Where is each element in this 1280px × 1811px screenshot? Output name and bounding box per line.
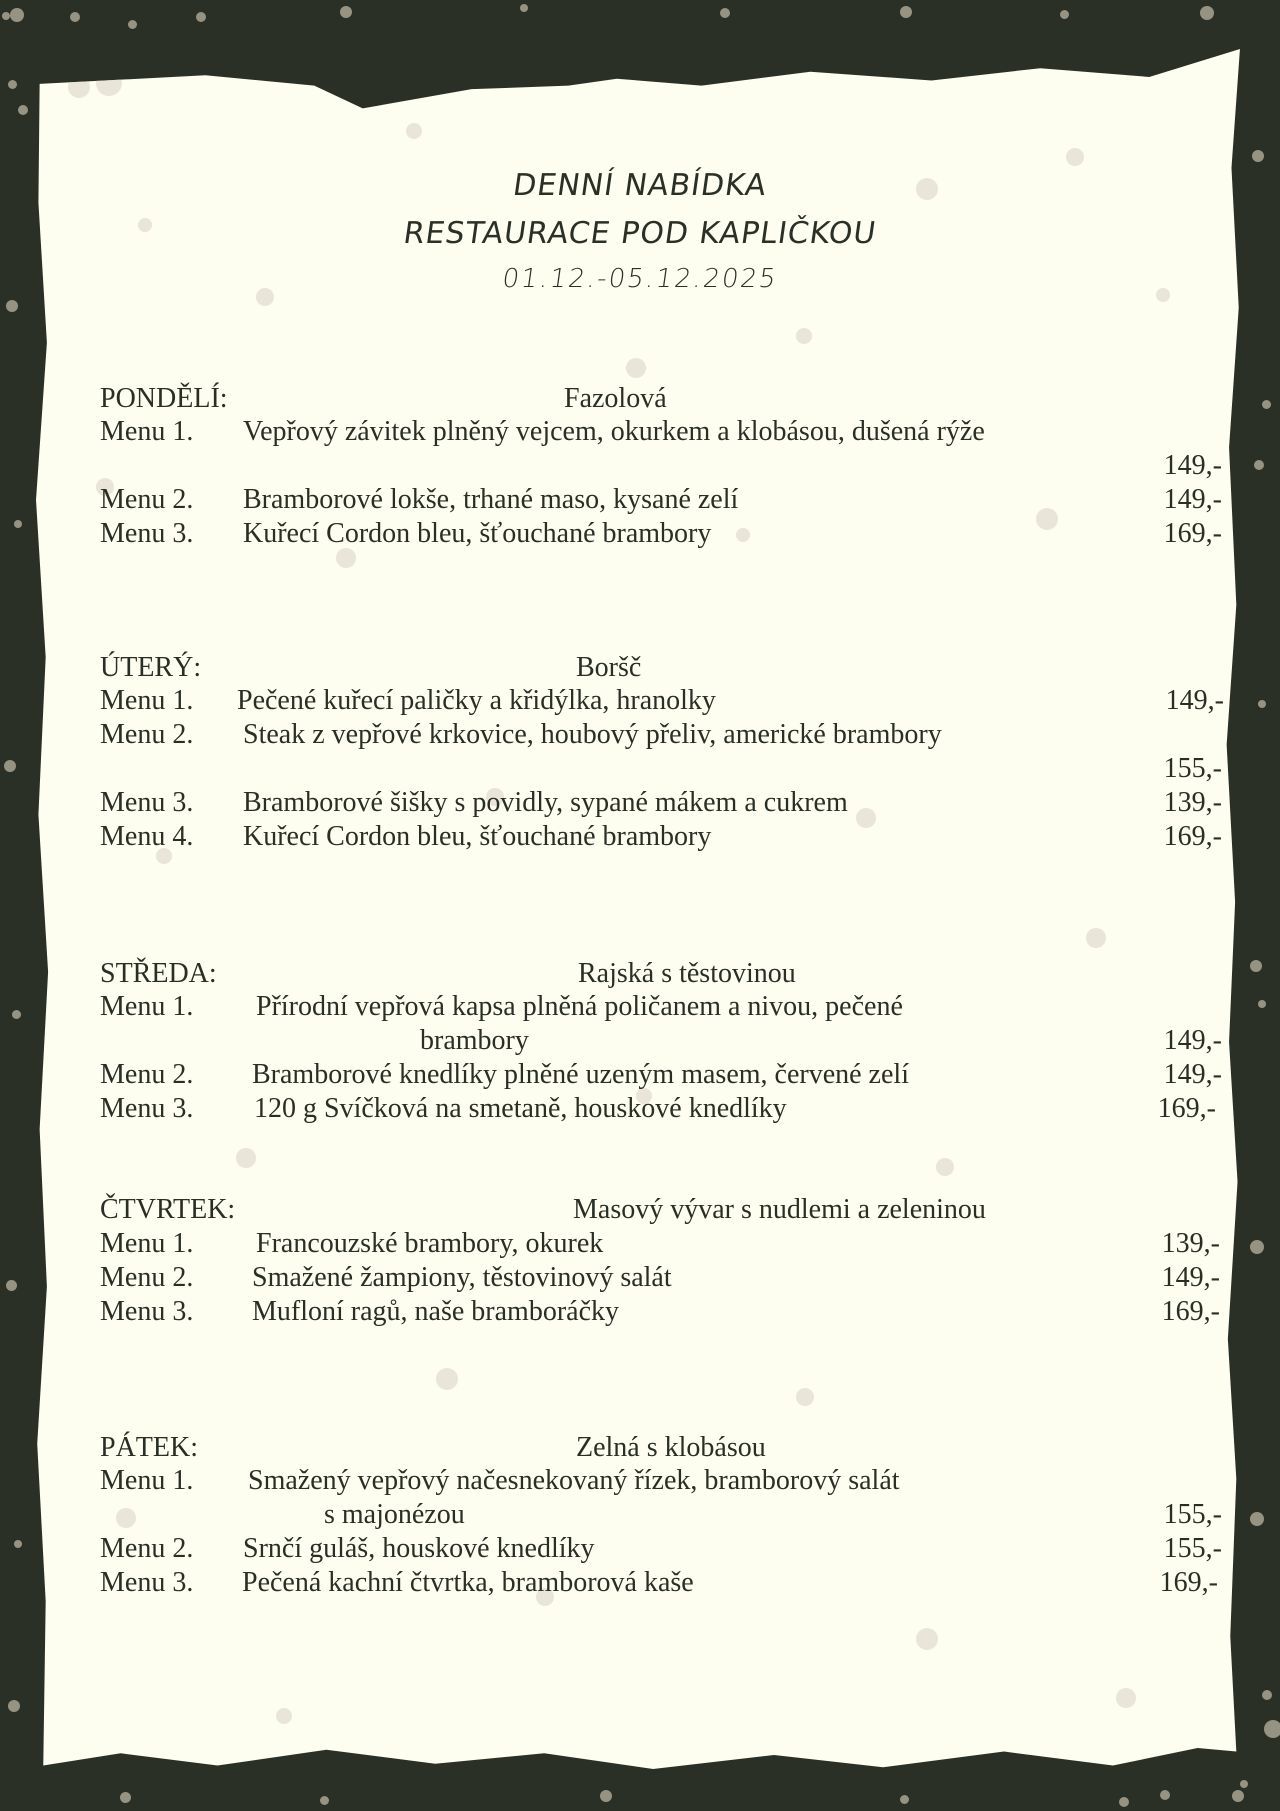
- day-label: STŘEDA:: [100, 958, 217, 989]
- decor-dot: [1250, 960, 1262, 972]
- menu-dish-continued: s majonézou: [324, 1499, 465, 1530]
- menu-dish: Bramborové šišky s povidly, sypané mákem a cukrem: [243, 787, 848, 818]
- decor-dot: [436, 1368, 458, 1390]
- soup-name: Zelná s klobásou: [576, 1432, 766, 1463]
- menu-label: Menu 2.: [100, 484, 194, 515]
- menu-label: Menu 3.: [100, 1093, 194, 1124]
- menu-price: 149,-: [1165, 685, 1224, 716]
- decor-dot: [320, 1796, 329, 1805]
- decor-dot: [8, 1700, 20, 1712]
- menu-price: 169,-: [1163, 821, 1222, 852]
- decor-dot: [1160, 1790, 1170, 1800]
- decor-dot: [1240, 1780, 1248, 1788]
- decor-dot: [796, 328, 812, 344]
- menu-price: 149,-: [1163, 1025, 1222, 1056]
- decor-dot: [1086, 928, 1106, 948]
- page-title: DENNÍ NABÍDKA: [510, 168, 770, 203]
- decor-dot: [14, 1540, 22, 1548]
- decor-dot: [1066, 148, 1084, 166]
- menu-dish: Kuřecí Cordon bleu, šťouchané brambory: [243, 821, 712, 852]
- soup-name: Boršč: [576, 652, 642, 683]
- decor-dot: [236, 1148, 256, 1168]
- decor-dot: [68, 76, 90, 98]
- menu-label: Menu 3.: [100, 1567, 194, 1598]
- menu-price: 139,-: [1161, 1228, 1220, 1259]
- menu-label: Menu 3.: [100, 787, 194, 818]
- menu-label: Menu 3.: [100, 518, 194, 549]
- decor-dot: [8, 80, 17, 89]
- decor-dot: [6, 1280, 17, 1291]
- menu-dish: Bramborové knedlíky plněné uzeným masem, červené zelí: [252, 1059, 909, 1090]
- menu-dish: Pečené kuřecí paličky a křidýlka, hranolky: [237, 685, 716, 716]
- decor-dot: [1119, 1797, 1129, 1807]
- soup-name: Fazolová: [564, 383, 667, 414]
- decor-dot: [10, 8, 24, 22]
- decor-dot: [900, 1795, 909, 1804]
- decor-dot: [600, 1790, 612, 1802]
- decor-dot: [4, 760, 16, 772]
- decor-dot: [276, 1708, 292, 1724]
- decor-dot: [1258, 700, 1266, 708]
- menu-label: Menu 2.: [100, 1533, 194, 1564]
- decor-dot: [1200, 6, 1214, 20]
- menu-price: 139,-: [1163, 787, 1222, 818]
- menu-label: Menu 4.: [100, 821, 194, 852]
- menu-label: Menu 2.: [100, 1262, 194, 1293]
- decor-dot: [120, 1792, 131, 1803]
- decor-dot: [14, 520, 22, 528]
- menu-dish: Smažený vepřový načesnekovaný řízek, bramborový salát: [248, 1465, 900, 1496]
- menu-dish: Vepřový závitek plněný vejcem, okurkem a klobásou, dušená rýže: [243, 416, 985, 447]
- decor-dot: [1258, 1000, 1266, 1008]
- decor-dot: [12, 1010, 21, 1019]
- menu-price: 149,-: [1163, 450, 1222, 481]
- date-range: 01.12.-05.12.2025: [500, 264, 780, 294]
- day-label: PONDĚLÍ:: [100, 383, 228, 414]
- decor-dot: [340, 6, 352, 18]
- menu-dish: Francouzské brambory, okurek: [256, 1228, 604, 1259]
- decor-dot: [1232, 1790, 1244, 1802]
- menu-price: 149,-: [1161, 1262, 1220, 1293]
- decor-dot: [1252, 150, 1264, 162]
- soup-name: Masový vývar s nudlemi a zeleninou: [573, 1194, 986, 1225]
- decor-dot: [116, 1508, 136, 1528]
- decor-dot: [128, 20, 137, 29]
- decor-dot: [1264, 1720, 1280, 1738]
- decor-dot: [18, 105, 28, 115]
- menu-price: 149,-: [1163, 1059, 1222, 1090]
- menu-label: Menu 1.: [100, 991, 194, 1022]
- menu-price: 169,-: [1163, 518, 1222, 549]
- decor-dot: [796, 1388, 814, 1406]
- menu-label: Menu 1.: [100, 1228, 194, 1259]
- menu-dish: Bramborové lokše, trhané maso, kysané zelí: [243, 484, 739, 515]
- menu-dish: Mufloní ragů, naše bramboráčky: [252, 1296, 619, 1327]
- menu-label: Menu 1.: [100, 416, 194, 447]
- decor-dot: [720, 8, 730, 18]
- decor-dot: [1036, 508, 1058, 530]
- decor-dot: [1060, 10, 1069, 19]
- restaurant-name: RESTAURACE POD KAPLIČKOU: [401, 216, 879, 251]
- decor-dot: [1254, 460, 1264, 470]
- menu-dish: Přírodní vepřová kapsa plněná poličanem a nivou, pečené: [256, 991, 903, 1022]
- decor-dot: [736, 528, 750, 542]
- decor-dot: [936, 1158, 954, 1176]
- decor-dot: [336, 548, 356, 568]
- decor-dot: [1262, 1690, 1272, 1700]
- day-label: ÚTERÝ:: [100, 652, 202, 683]
- decor-dot: [406, 123, 422, 139]
- decor-dot: [900, 6, 912, 18]
- menu-dish: Kuřecí Cordon bleu, šťouchané brambory: [243, 518, 712, 549]
- menu-label: Menu 2.: [100, 719, 194, 750]
- decor-dot: [520, 4, 528, 12]
- menu-dish-continued: brambory: [420, 1025, 529, 1056]
- menu-price: 155,-: [1163, 1533, 1222, 1564]
- menu-dish: Smažené žampiony, těstovinový salát: [252, 1262, 672, 1293]
- decor-dot: [916, 1628, 938, 1650]
- soup-name: Rajská s těstovinou: [578, 958, 796, 989]
- decor-dot: [1250, 1240, 1264, 1254]
- day-label: ČTVRTEK:: [100, 1194, 236, 1225]
- day-label: PÁTEK:: [100, 1432, 198, 1463]
- menu-price: 149,-: [1163, 484, 1222, 515]
- menu-price: 169,-: [1159, 1567, 1218, 1598]
- decor-dot: [1262, 400, 1271, 409]
- decor-dot: [2, 12, 10, 20]
- menu-price: 169,-: [1157, 1093, 1216, 1124]
- menu-label: Menu 3.: [100, 1296, 194, 1327]
- decor-dot: [626, 358, 646, 378]
- decor-dot: [96, 70, 122, 96]
- decor-dot: [196, 12, 206, 22]
- menu-label: Menu 2.: [100, 1059, 194, 1090]
- decor-dot: [70, 12, 80, 22]
- menu-price: 155,-: [1163, 1499, 1222, 1530]
- menu-dish: Steak z vepřové krkovice, houbový přeliv, americké brambory: [243, 719, 942, 750]
- menu-label: Menu 1.: [100, 1465, 194, 1496]
- menu-label: Menu 1.: [100, 685, 194, 716]
- menu-dish: Srnčí guláš, houskové knedlíky: [243, 1533, 595, 1564]
- menu-price: 169,-: [1161, 1296, 1220, 1327]
- decor-dot: [1116, 1688, 1136, 1708]
- decor-dot: [6, 300, 18, 312]
- menu-dish: 120 g Svíčková na smetaně, houskové knedlíky: [254, 1093, 787, 1124]
- decor-dot: [856, 808, 876, 828]
- menu-dish: Pečená kachní čtvrtka, bramborová kaše: [242, 1567, 694, 1598]
- menu-price: 155,-: [1163, 753, 1222, 784]
- decor-dot: [1250, 1512, 1264, 1526]
